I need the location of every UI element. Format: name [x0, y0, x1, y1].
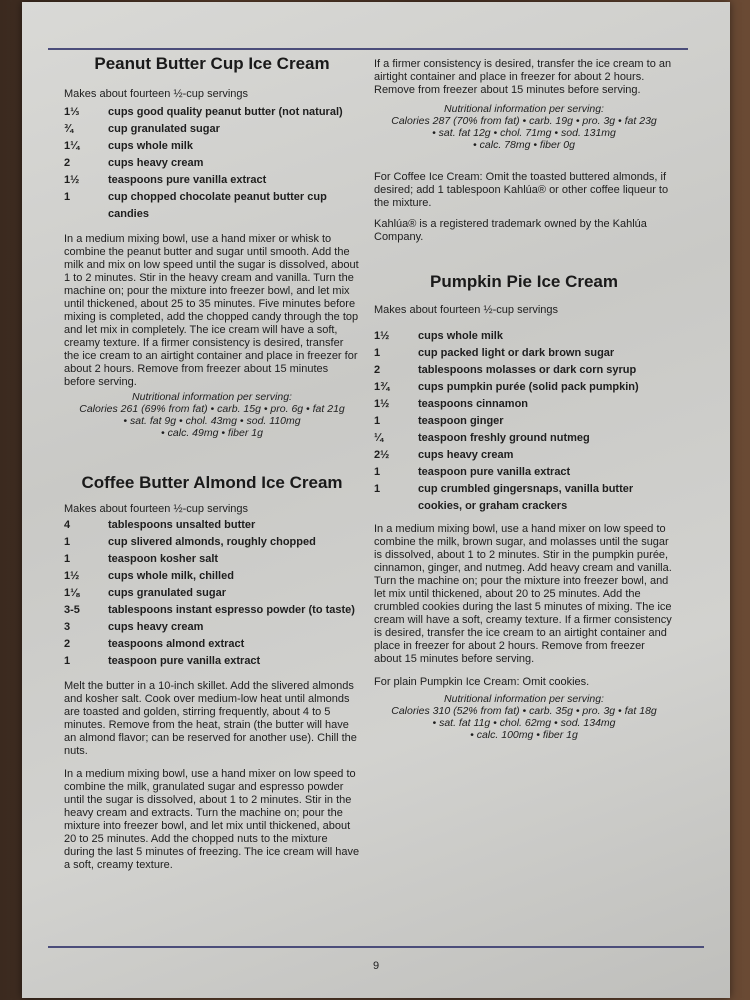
method: In a medium mixing bowl, use a hand mixer on low speed to combine the milk, brown sugar, and molasses until the sugar is dissolved, about 1 to 2 minutes. Stir in the pumpkin purée, cinnamon, ginger, and nutmeg. Add heavy cream and vanilla. Turn the machine on; pour the mixture into freezer bowl, and let mix until thickened, about 20 to 25 minutes. Add the crumbled cookies during the last 5 minutes of mixing. The ice cream will have a soft, creamy texture. If a firmer consistency is desired, transfer the ice cream to an airtight container and place in freezer for about 2 hours. Remove from freezer about 15 minutes before serving.	[374, 523, 672, 665]
ingredient-list	[64, 517, 360, 670]
ingredient: 3-5 tablespoons instant espresso powder (to taste)	[64, 604, 355, 616]
ingredient: 1⅓ cups good quality peanut butter (not natural)	[64, 106, 343, 118]
bottom-rule	[48, 946, 704, 948]
ingredient: 3 cups heavy cream	[64, 621, 204, 633]
method: In a medium mixing bowl, use a hand mixer or whisk to combine the peanut butter and sugar until smooth. Add the milk and mix on low speed until the sugar is dissolved, about 1 to 2 minutes. Stir in the heavy cream and vanilla. Turn the machine on; pour the mixture into freezer bowl, and let mix until thickened, about 25 to 35 minutes. Five minutes before mixing is completed, add the chopped candy through the top and let mix in completely. The ice cream will have a soft, creamy texture. If a firmer consistency is desired, transfer the ice cream to an airtight container and place in freezer for about 2 hours. Remove from freezer about 15 minutes before serving.	[64, 233, 359, 388]
recipe-title: Pumpkin Pie Ice Cream	[429, 272, 619, 291]
ingredient: 2 teaspoons almond extract	[64, 638, 245, 650]
ingredient: 1 teaspoon kosher salt	[64, 553, 219, 565]
nutrition-line: Calories 287 (70% from fat) • carb. 19g • pro. 3g • fat 23g	[391, 115, 657, 127]
ingredient: 4 tablespoons unsalted butter	[64, 519, 256, 531]
ingredient: 1 teaspoon pure vanilla extract	[374, 466, 571, 478]
ingredient: 1½ teaspoons cinnamon	[374, 398, 529, 410]
nutrition-line: Calories 261 (69% from fat) • carb. 15g • pro. 6g • fat 21g	[79, 403, 345, 415]
right-column	[374, 58, 674, 741]
variation-note: For Coffee Ice Cream: Omit the toasted buttered almonds, if desired; add 1 tablespoon Kahlúa® or other coffee liqueur to the mixture.	[374, 171, 669, 209]
ingredient-list	[374, 328, 674, 515]
top-rule	[48, 48, 688, 50]
ingredient: ¾ cup granulated sugar	[64, 123, 220, 135]
nutrition-line: • sat. fat 9g • chol. 43mg • sod. 110mg	[123, 415, 301, 427]
ingredient: 1½ cups whole milk, chilled	[64, 570, 234, 582]
cookbook-page	[22, 2, 730, 998]
method: In a medium mixing bowl, use a hand mixer on low speed to combine the milk, granulated sugar and espresso powder until the sugar is dissolved, about 1 to 2 minutes. Stir in the heavy cream and extracts. Turn the machine on; pour the mixture into freezer bowl, and let mix until thickened, about 20 to 25 minutes. Add the chopped nuts to the mixture during the last 5 minutes of freezing. The ice cream will have a soft, creamy texture.	[64, 768, 360, 871]
ingredient: 1 cup packed light or dark brown sugar	[374, 347, 615, 359]
ingredient: 1 cup slivered almonds, roughly chopped	[64, 536, 316, 548]
plain-variation: For plain Pumpkin Ice Cream: Omit cookies.	[374, 676, 590, 688]
servings: Makes about fourteen ½-cup servings	[374, 304, 559, 316]
ingredient: 1 teaspoon ginger	[374, 415, 504, 427]
nutrition-heading: Nutritional information per serving:	[444, 103, 604, 115]
recipe-title: Peanut Butter Cup Ice Cream	[94, 54, 330, 73]
servings: Makes about fourteen ½-cup servings	[64, 88, 249, 100]
ingredient: ¼ teaspoon freshly ground nutmeg	[374, 432, 590, 444]
ingredient: 1½ teaspoons pure vanilla extract	[64, 174, 267, 186]
ingredient: 2 cups heavy cream	[64, 157, 204, 169]
page-number: 9	[372, 960, 380, 972]
nutrition-line: • sat. fat 11g • chol. 62mg • sod. 134mg	[432, 717, 616, 729]
nutrition-heading: Nutritional information per serving:	[132, 391, 292, 403]
trademark-note: Kahlúa® is a registered trademark owned by the Kahlúa Company.	[374, 218, 647, 243]
ingredient: 2 tablespoons molasses or dark corn syrup	[374, 364, 637, 376]
ingredient: 1¼ cups whole milk	[64, 140, 193, 152]
nutrition-line: Calories 310 (52% from fat) • carb. 35g • pro. 3g • fat 18g	[391, 705, 657, 717]
ingredient-list	[64, 104, 360, 223]
nutrition-line: • calc. 49mg • fiber 1g	[161, 427, 263, 439]
recipe-title: Coffee Butter Almond Ice Cream	[81, 473, 343, 492]
nutrition-heading: Nutritional information per serving:	[444, 693, 604, 705]
ingredient: 1 teaspoon pure vanilla extract	[64, 655, 261, 667]
ingredient: 1¾ cups pumpkin purée (solid pack pumpkin)	[374, 381, 639, 393]
method-continued: If a firmer consistency is desired, transfer the ice cream to an airtight container and place in freezer for about 2 hours. Remove from freezer about 15 minutes before serving.	[374, 58, 672, 96]
ingredient: 1 cup crumbled gingersnaps, vanilla butter cookies, or graham crackers	[374, 483, 634, 512]
method: Melt the butter in a 10-inch skillet. Add the slivered almonds and kosher salt. Cook over medium-low heat until almonds are toasted and golden, stirring frequently, about 4 to 5 minutes. Remove from the heat, strain (the butter will have an almond flavor; can be reserved for another use). Chill the nuts.	[64, 680, 357, 757]
ingredient: 2½ cups heavy cream	[374, 449, 514, 461]
servings: Makes about fourteen ½-cup servings	[64, 503, 249, 515]
ingredient: 1 cup chopped chocolate peanut butter cup candies	[64, 191, 327, 220]
left-column	[64, 54, 360, 872]
nutrition-line: • sat. fat 12g • chol. 71mg • sod. 131mg	[432, 127, 616, 139]
ingredient: 1½ cups whole milk	[374, 330, 503, 342]
nutrition-line: • calc. 78mg • fiber 0g	[473, 139, 575, 151]
nutrition-line: • calc. 100mg • fiber 1g	[470, 729, 578, 741]
ingredient: 1⅛ cups granulated sugar	[64, 587, 226, 599]
